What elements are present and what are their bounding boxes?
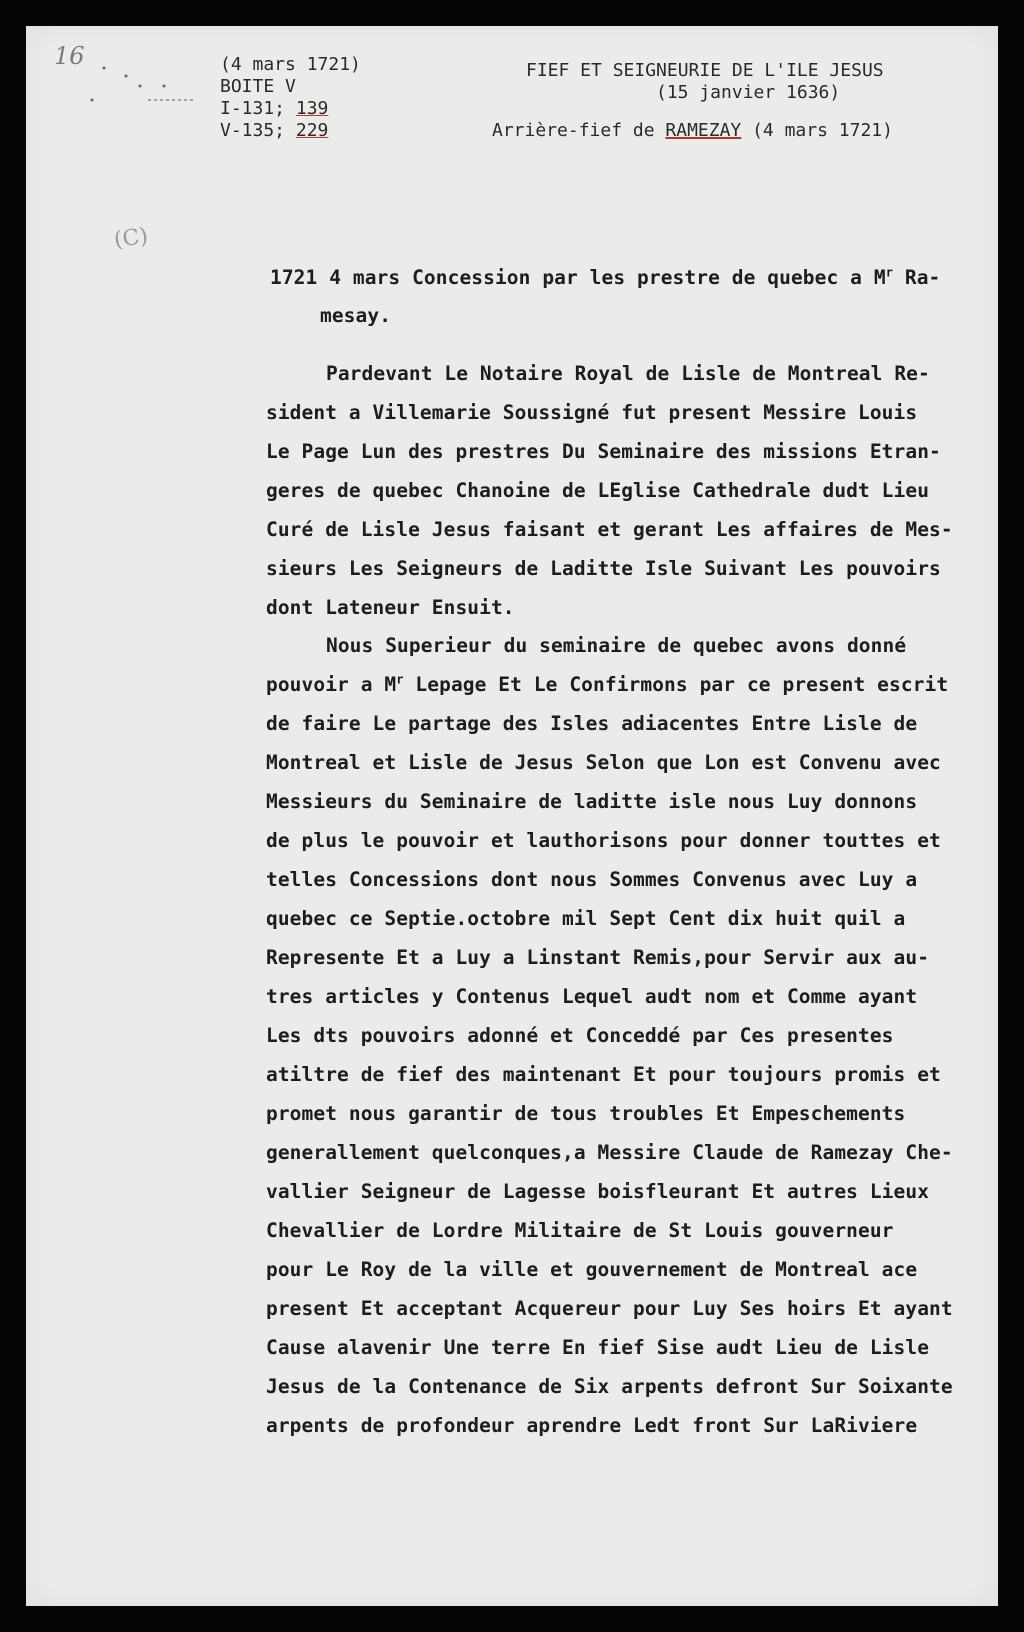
ref-2-prefix: V-135; bbox=[220, 120, 296, 141]
body-line bbox=[266, 985, 917, 1008]
body-line-text: Chevallier de Lordre Militaire de St Louis gouverneur bbox=[266, 1219, 894, 1242]
ref-1-prefix: I-131; bbox=[220, 98, 296, 119]
body-line-text: Represente Et a Luy a Linstant Remis,pour Servir aux au- bbox=[266, 946, 930, 969]
body-line-text: Nous Superieur du seminaire de quebec avons donné bbox=[326, 634, 907, 657]
body-line-text: Cause alavenir Une terre En fief Sise audt Lieu de Lisle bbox=[266, 1336, 930, 1359]
title-date: (15 janvier 1636) bbox=[656, 82, 841, 103]
body-line-superscript: r bbox=[885, 265, 894, 280]
body-line-text: generallement quelconques,a Messire Claude de Ramezay Che- bbox=[266, 1141, 953, 1164]
body-line-text: pour Le Roy de la ville et gouvernement de Montreal ace bbox=[266, 1258, 918, 1281]
body-line-text: geres de quebec Chanoine de LEglise Cathedrale dudt Lieu bbox=[266, 479, 930, 502]
body-line bbox=[266, 1024, 894, 1047]
body-line-superscript: r bbox=[396, 672, 404, 687]
body-line-text: vallier Seigneur de Lagesse boisfleurant Et autres Lieux bbox=[266, 1180, 930, 1203]
body-line-text: Montreal et Lisle de Jesus Selon que Lon est Convenu avec bbox=[266, 751, 941, 774]
body-line-text: de plus le pouvoir et lauthorisons pour donner touttes et bbox=[266, 829, 941, 852]
pencil-marks bbox=[64, 56, 204, 106]
header-ref-2 bbox=[220, 120, 361, 142]
ref-2-struck: 229 bbox=[295, 120, 329, 141]
body-line-text: de faire Le partage des Isles adiacentes Entre Lisle de bbox=[266, 712, 918, 735]
subtitle-suffix: (4 mars 1721) bbox=[741, 120, 893, 141]
body-line bbox=[266, 1063, 941, 1086]
body-line bbox=[266, 1141, 953, 1164]
body-line bbox=[326, 362, 930, 385]
body-line-text: Les dts pouvoirs adonné et Conceddé par Ces presentes bbox=[266, 1024, 894, 1047]
body-line-text: dont Lateneur Ensuit. bbox=[266, 596, 515, 619]
body-line bbox=[266, 401, 917, 424]
body-line-text: pouvoir a M bbox=[266, 673, 397, 696]
body-line bbox=[266, 596, 515, 619]
ref-1-struck: 139 bbox=[295, 98, 329, 119]
body-line-text: tres articles y Contenus Lequel audt nom et Comme ayant bbox=[266, 985, 918, 1008]
header-references bbox=[220, 54, 361, 142]
body-line bbox=[266, 1258, 917, 1281]
body-line-text-continued: Lepage Et Le Confirmons par ce present escrit bbox=[403, 673, 949, 696]
body-line bbox=[270, 266, 940, 289]
body-line bbox=[266, 1336, 929, 1359]
body-line-text: telles Concessions dont nous Sommes Convenus avec Luy a bbox=[266, 868, 918, 891]
body-line bbox=[326, 634, 906, 657]
body-line-text: mesay. bbox=[320, 304, 392, 327]
margin-pencil-note: (C) bbox=[112, 223, 150, 254]
subtitle-prefix: Arrière-fief de bbox=[492, 120, 666, 141]
pencil-page-number: 16 bbox=[54, 42, 85, 70]
header-date: (4 mars 1721) bbox=[220, 54, 361, 75]
body-line-text: promet nous garantir de tous troubles Et Empeschements bbox=[266, 1102, 906, 1125]
body-line-text: Curé de Lisle Jesus faisant et gerant Les affaires de Mes- bbox=[266, 518, 953, 541]
body-line-text-continued: Ra- bbox=[893, 266, 941, 289]
body-line-text: 1721 4 mars Concession par les prestre de quebec a M bbox=[270, 266, 886, 289]
body-line-text: Messieurs du Seminaire de laditte isle nous Luy donnons bbox=[266, 790, 918, 813]
body-line bbox=[266, 1102, 905, 1125]
body-line-text: atiltre de fief des maintenant Et pour toujours promis et bbox=[266, 1063, 941, 1086]
body-line bbox=[266, 946, 929, 969]
body-line bbox=[266, 518, 953, 541]
body-line bbox=[266, 1180, 929, 1203]
subtitle-name: RAMEZAY bbox=[665, 120, 742, 141]
header-ref-1 bbox=[220, 98, 361, 120]
body-line bbox=[266, 440, 941, 463]
body-line bbox=[266, 557, 941, 580]
body-line bbox=[266, 673, 948, 696]
body-line-text: arpents de profondeur aprendre Ledt front Sur LaRiviere bbox=[266, 1414, 918, 1437]
body-line-text: Jesus de la Contenance de Six arpents defront Sur Soixante bbox=[266, 1375, 953, 1398]
body-line bbox=[266, 1375, 953, 1398]
body-line bbox=[266, 907, 905, 930]
body-line bbox=[320, 304, 391, 327]
document-subtitle bbox=[492, 120, 893, 142]
body-line-text: Pardevant Le Notaire Royal de Lisle de Montreal Re- bbox=[326, 362, 930, 385]
body-line-text: sieurs Les Seigneurs de Laditte Isle Suivant Les pouvoirs bbox=[266, 557, 941, 580]
body-line bbox=[266, 1297, 953, 1320]
header-box: BOITE V bbox=[220, 76, 296, 97]
body-line-text: quebec ce Septie.octobre mil Sept Cent dix huit quil a bbox=[266, 907, 906, 930]
body-line bbox=[266, 479, 929, 502]
body-line-text: present Et acceptant Acquereur pour Luy Ses hoirs Et ayant bbox=[266, 1297, 953, 1320]
body-line-text: sident a Villemarie Soussigné fut present Messire Louis bbox=[266, 401, 918, 424]
body-line-text: Le Page Lun des prestres Du Seminaire des missions Etran- bbox=[266, 440, 941, 463]
body-line bbox=[266, 829, 941, 852]
document-title: FIEF ET SEIGNEURIE DE L'ILE JESUS bbox=[526, 60, 884, 81]
body-line bbox=[266, 1414, 917, 1437]
body-line bbox=[266, 790, 917, 813]
body-line bbox=[266, 712, 917, 735]
body-line bbox=[266, 1219, 894, 1242]
document-page bbox=[26, 26, 998, 1606]
body-line bbox=[266, 868, 917, 891]
body-line bbox=[266, 751, 941, 774]
